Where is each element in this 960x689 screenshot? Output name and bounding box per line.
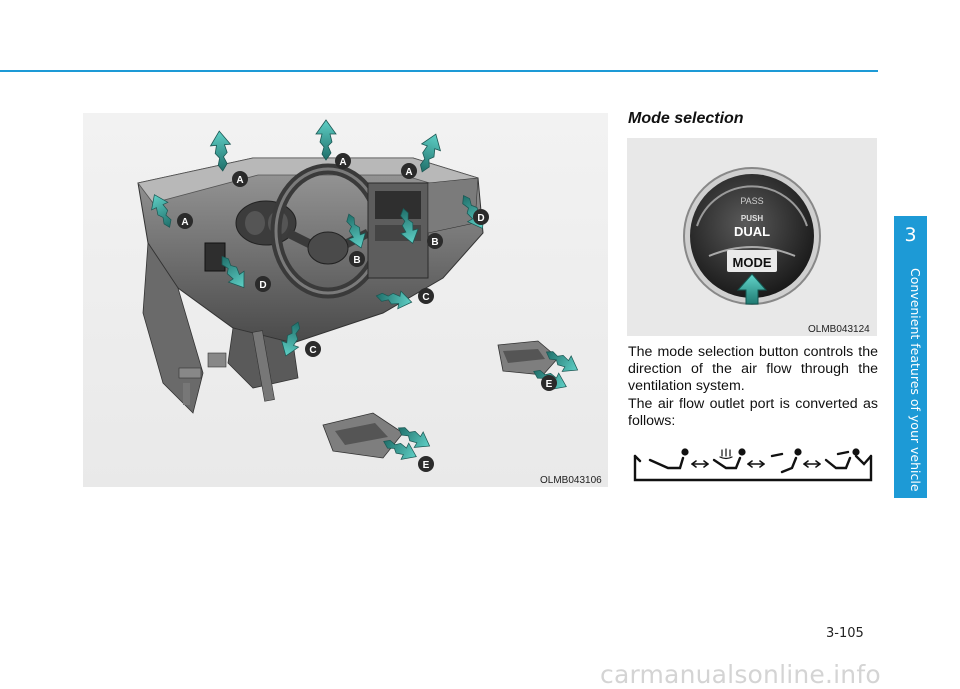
vent-label-b2: B: [353, 255, 361, 266]
mode-floor-icon: [772, 450, 800, 472]
mode-bilevel-icon: [714, 449, 744, 468]
vent-label-a3: A: [405, 167, 413, 178]
watermark-text: carmanualsonline.info: [600, 660, 881, 689]
vent-label-d2: D: [259, 280, 267, 291]
knob-dual-label: DUAL: [733, 224, 771, 239]
vent-label-e1: E: [545, 379, 553, 390]
chapter-tab: [894, 216, 927, 498]
mode-floor-defrost-icon: [826, 450, 871, 468]
knob-mode-label: MODE: [732, 255, 772, 270]
knob-pass-label: PASS: [740, 196, 764, 206]
dashboard-vents-figure: [83, 113, 608, 487]
vent-label-a1: A: [236, 175, 244, 186]
mode-sequence-diagram: [628, 444, 878, 489]
knob-push-label: PUSH: [740, 214, 764, 223]
figure2-code: OLMB043124: [808, 324, 870, 335]
vent-label-c2: C: [309, 345, 317, 356]
page-number: 3-105: [826, 626, 864, 641]
vent-label-c1: C: [422, 292, 430, 303]
vent-label-b1: B: [431, 237, 439, 248]
chapter-number: 3: [904, 224, 917, 246]
vent-label-a4: A: [181, 217, 189, 228]
header-rule: [0, 70, 878, 72]
paragraph-mode-description: The mode selection button controls the direction of the air flow through the ventilation system.: [628, 344, 878, 394]
vent-label-a2: A: [339, 157, 347, 168]
chapter-title: Convenient features of your vehicle: [908, 268, 923, 492]
figure1-code: OLMB043106: [540, 475, 602, 486]
section-title: Mode selection: [628, 110, 744, 127]
mode-face-icon: [635, 450, 687, 468]
mode-knob-figure: [627, 138, 877, 336]
vent-label-d1: D: [477, 213, 485, 224]
paragraph-outlet-conversion: The air flow outlet port is converted as follows:: [628, 396, 878, 429]
vent-label-e2: E: [422, 460, 430, 471]
